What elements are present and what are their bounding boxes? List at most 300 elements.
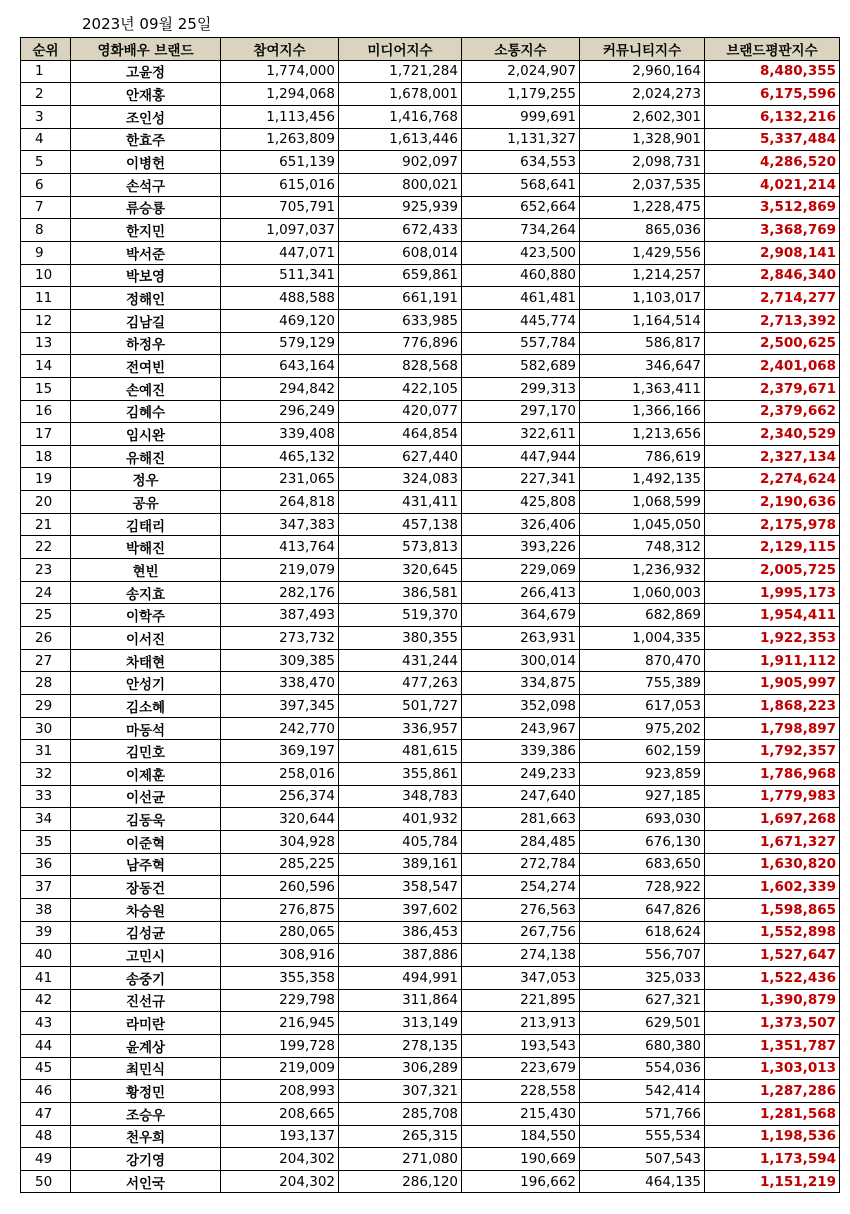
brand-index-cell: 1,351,787 bbox=[705, 1034, 840, 1057]
media-cell: 501,727 bbox=[339, 695, 462, 718]
participation-cell: 204,302 bbox=[221, 1170, 339, 1193]
community-cell: 571,766 bbox=[580, 1102, 705, 1125]
communication-cell: 339,386 bbox=[462, 740, 580, 763]
participation-cell: 447,071 bbox=[221, 241, 339, 264]
communication-cell: 249,233 bbox=[462, 763, 580, 786]
header-media: 미디어지수 bbox=[339, 38, 462, 61]
media-cell: 1,721,284 bbox=[339, 60, 462, 83]
table-row bbox=[21, 287, 840, 310]
brand-name-cell: 남주혁 bbox=[71, 853, 221, 876]
communication-cell: 568,641 bbox=[462, 173, 580, 196]
participation-cell: 285,225 bbox=[221, 853, 339, 876]
media-cell: 1,416,768 bbox=[339, 105, 462, 128]
brand-index-cell: 1,630,820 bbox=[705, 853, 840, 876]
communication-cell: 274,138 bbox=[462, 944, 580, 967]
media-cell: 306,289 bbox=[339, 1057, 462, 1080]
rank-cell: 15 bbox=[21, 377, 71, 400]
community-cell: 627,321 bbox=[580, 989, 705, 1012]
media-cell: 380,355 bbox=[339, 627, 462, 650]
rank-cell: 7 bbox=[21, 196, 71, 219]
participation-cell: 219,009 bbox=[221, 1057, 339, 1080]
rank-cell: 49 bbox=[21, 1148, 71, 1171]
table-row bbox=[21, 536, 840, 559]
community-cell: 617,053 bbox=[580, 695, 705, 718]
community-cell: 1,363,411 bbox=[580, 377, 705, 400]
table-row bbox=[21, 604, 840, 627]
table-row bbox=[21, 1012, 840, 1035]
communication-cell: 326,406 bbox=[462, 513, 580, 536]
communication-cell: 228,558 bbox=[462, 1080, 580, 1103]
participation-cell: 256,374 bbox=[221, 785, 339, 808]
community-cell: 1,228,475 bbox=[580, 196, 705, 219]
participation-cell: 643,164 bbox=[221, 355, 339, 378]
participation-cell: 397,345 bbox=[221, 695, 339, 718]
header-community: 커뮤니티지수 bbox=[580, 38, 705, 61]
table-row bbox=[21, 763, 840, 786]
community-cell: 1,103,017 bbox=[580, 287, 705, 310]
participation-cell: 280,065 bbox=[221, 921, 339, 944]
table-row bbox=[21, 966, 840, 989]
media-cell: 348,783 bbox=[339, 785, 462, 808]
participation-cell: 276,875 bbox=[221, 898, 339, 921]
brand-index-cell: 1,598,865 bbox=[705, 898, 840, 921]
participation-cell: 488,588 bbox=[221, 287, 339, 310]
brand-name-cell: 전여빈 bbox=[71, 355, 221, 378]
table-row bbox=[21, 1034, 840, 1057]
brand-name-cell: 이학주 bbox=[71, 604, 221, 627]
media-cell: 659,861 bbox=[339, 264, 462, 287]
brand-name-cell: 손예진 bbox=[71, 377, 221, 400]
table-row bbox=[21, 1057, 840, 1080]
table-row bbox=[21, 581, 840, 604]
brand-name-cell: 김혜수 bbox=[71, 400, 221, 423]
participation-cell: 264,818 bbox=[221, 491, 339, 514]
media-cell: 307,321 bbox=[339, 1080, 462, 1103]
media-cell: 386,581 bbox=[339, 581, 462, 604]
rank-cell: 11 bbox=[21, 287, 71, 310]
brand-index-cell: 2,190,636 bbox=[705, 491, 840, 514]
rank-cell: 40 bbox=[21, 944, 71, 967]
media-cell: 902,097 bbox=[339, 151, 462, 174]
participation-cell: 387,493 bbox=[221, 604, 339, 627]
media-cell: 397,602 bbox=[339, 898, 462, 921]
participation-cell: 469,120 bbox=[221, 309, 339, 332]
brand-name-cell: 정우 bbox=[71, 468, 221, 491]
brand-name-cell: 안성기 bbox=[71, 672, 221, 695]
communication-cell: 266,413 bbox=[462, 581, 580, 604]
community-cell: 2,098,731 bbox=[580, 151, 705, 174]
community-cell: 346,647 bbox=[580, 355, 705, 378]
community-cell: 1,004,335 bbox=[580, 627, 705, 650]
table-row bbox=[21, 377, 840, 400]
brand-name-cell: 윤계상 bbox=[71, 1034, 221, 1057]
media-cell: 311,864 bbox=[339, 989, 462, 1012]
table-row bbox=[21, 513, 840, 536]
community-cell: 325,033 bbox=[580, 966, 705, 989]
rank-cell: 44 bbox=[21, 1034, 71, 1057]
media-cell: 422,105 bbox=[339, 377, 462, 400]
communication-cell: 734,264 bbox=[462, 219, 580, 242]
brand-name-cell: 하정우 bbox=[71, 332, 221, 355]
communication-cell: 634,553 bbox=[462, 151, 580, 174]
participation-cell: 216,945 bbox=[221, 1012, 339, 1035]
rank-cell: 27 bbox=[21, 649, 71, 672]
media-cell: 386,453 bbox=[339, 921, 462, 944]
brand-index-cell: 1,922,353 bbox=[705, 627, 840, 650]
brand-name-cell: 정해인 bbox=[71, 287, 221, 310]
brand-index-cell: 1,602,339 bbox=[705, 876, 840, 899]
media-cell: 313,149 bbox=[339, 1012, 462, 1035]
community-cell: 1,236,932 bbox=[580, 559, 705, 582]
participation-cell: 294,842 bbox=[221, 377, 339, 400]
media-cell: 405,784 bbox=[339, 830, 462, 853]
community-cell: 542,414 bbox=[580, 1080, 705, 1103]
communication-cell: 229,069 bbox=[462, 559, 580, 582]
communication-cell: 221,895 bbox=[462, 989, 580, 1012]
brand-name-cell: 이제훈 bbox=[71, 763, 221, 786]
community-cell: 618,624 bbox=[580, 921, 705, 944]
brand-name-cell: 김태리 bbox=[71, 513, 221, 536]
participation-cell: 615,016 bbox=[221, 173, 339, 196]
participation-cell: 1,113,456 bbox=[221, 105, 339, 128]
brand-name-cell: 박서준 bbox=[71, 241, 221, 264]
community-cell: 1,164,514 bbox=[580, 309, 705, 332]
media-cell: 633,985 bbox=[339, 309, 462, 332]
community-cell: 629,501 bbox=[580, 1012, 705, 1035]
communication-cell: 300,014 bbox=[462, 649, 580, 672]
brand-index-cell: 1,522,436 bbox=[705, 966, 840, 989]
table-row bbox=[21, 559, 840, 582]
brand-name-cell: 이서진 bbox=[71, 627, 221, 650]
participation-cell: 282,176 bbox=[221, 581, 339, 604]
brand-name-cell: 장동건 bbox=[71, 876, 221, 899]
community-cell: 555,534 bbox=[580, 1125, 705, 1148]
brand-index-cell: 6,132,216 bbox=[705, 105, 840, 128]
rank-cell: 1 bbox=[21, 60, 71, 83]
media-cell: 828,568 bbox=[339, 355, 462, 378]
brand-index-cell: 1,373,507 bbox=[705, 1012, 840, 1035]
communication-cell: 582,689 bbox=[462, 355, 580, 378]
rank-cell: 37 bbox=[21, 876, 71, 899]
participation-cell: 204,302 bbox=[221, 1148, 339, 1171]
media-cell: 800,021 bbox=[339, 173, 462, 196]
brand-index-cell: 1,390,879 bbox=[705, 989, 840, 1012]
participation-cell: 338,470 bbox=[221, 672, 339, 695]
brand-name-cell: 서인국 bbox=[71, 1170, 221, 1193]
community-cell: 680,380 bbox=[580, 1034, 705, 1057]
communication-cell: 1,131,327 bbox=[462, 128, 580, 151]
brand-name-cell: 최민식 bbox=[71, 1057, 221, 1080]
table-row bbox=[21, 740, 840, 763]
table-row bbox=[21, 309, 840, 332]
communication-cell: 352,098 bbox=[462, 695, 580, 718]
header-rank: 순위 bbox=[21, 38, 71, 61]
table-row bbox=[21, 355, 840, 378]
brand-index-cell: 1,151,219 bbox=[705, 1170, 840, 1193]
brand-index-cell: 1,552,898 bbox=[705, 921, 840, 944]
participation-cell: 1,097,037 bbox=[221, 219, 339, 242]
participation-cell: 231,065 bbox=[221, 468, 339, 491]
rank-cell: 23 bbox=[21, 559, 71, 582]
brand-index-cell: 8,480,355 bbox=[705, 60, 840, 83]
rank-cell: 39 bbox=[21, 921, 71, 944]
table-row bbox=[21, 332, 840, 355]
community-cell: 2,960,164 bbox=[580, 60, 705, 83]
rank-cell: 12 bbox=[21, 309, 71, 332]
media-cell: 420,077 bbox=[339, 400, 462, 423]
brand-index-cell: 1,779,983 bbox=[705, 785, 840, 808]
brand-index-cell: 6,175,596 bbox=[705, 83, 840, 106]
brand-index-cell: 5,337,484 bbox=[705, 128, 840, 151]
communication-cell: 423,500 bbox=[462, 241, 580, 264]
community-cell: 2,602,301 bbox=[580, 105, 705, 128]
table-row bbox=[21, 695, 840, 718]
media-cell: 387,886 bbox=[339, 944, 462, 967]
community-cell: 556,707 bbox=[580, 944, 705, 967]
participation-cell: 193,137 bbox=[221, 1125, 339, 1148]
brand-index-cell: 2,175,978 bbox=[705, 513, 840, 536]
rank-cell: 45 bbox=[21, 1057, 71, 1080]
communication-cell: 284,485 bbox=[462, 830, 580, 853]
community-cell: 748,312 bbox=[580, 536, 705, 559]
brand-name-cell: 공유 bbox=[71, 491, 221, 514]
communication-cell: 425,808 bbox=[462, 491, 580, 514]
community-cell: 927,185 bbox=[580, 785, 705, 808]
brand-name-cell: 송중기 bbox=[71, 966, 221, 989]
rank-cell: 41 bbox=[21, 966, 71, 989]
table-row bbox=[21, 264, 840, 287]
communication-cell: 557,784 bbox=[462, 332, 580, 355]
table-row bbox=[21, 400, 840, 423]
community-cell: 2,024,273 bbox=[580, 83, 705, 106]
communication-cell: 364,679 bbox=[462, 604, 580, 627]
rank-cell: 24 bbox=[21, 581, 71, 604]
rank-cell: 16 bbox=[21, 400, 71, 423]
community-cell: 554,036 bbox=[580, 1057, 705, 1080]
table-row bbox=[21, 672, 840, 695]
rank-cell: 46 bbox=[21, 1080, 71, 1103]
brand-index-cell: 2,340,529 bbox=[705, 423, 840, 446]
brand-index-cell: 2,846,340 bbox=[705, 264, 840, 287]
media-cell: 661,191 bbox=[339, 287, 462, 310]
communication-cell: 2,024,907 bbox=[462, 60, 580, 83]
communication-cell: 281,663 bbox=[462, 808, 580, 831]
participation-cell: 309,385 bbox=[221, 649, 339, 672]
rank-cell: 21 bbox=[21, 513, 71, 536]
brand-index-cell: 2,274,624 bbox=[705, 468, 840, 491]
brand-name-cell: 이선균 bbox=[71, 785, 221, 808]
brand-name-cell: 유해진 bbox=[71, 445, 221, 468]
media-cell: 925,939 bbox=[339, 196, 462, 219]
communication-cell: 445,774 bbox=[462, 309, 580, 332]
rank-cell: 10 bbox=[21, 264, 71, 287]
table-row bbox=[21, 853, 840, 876]
communication-cell: 276,563 bbox=[462, 898, 580, 921]
media-cell: 608,014 bbox=[339, 241, 462, 264]
report-date: 2023년 09월 25일 bbox=[82, 15, 212, 33]
rank-cell: 30 bbox=[21, 717, 71, 740]
media-cell: 477,263 bbox=[339, 672, 462, 695]
table-row bbox=[21, 445, 840, 468]
table-row bbox=[21, 1148, 840, 1171]
brand-name-cell: 강기영 bbox=[71, 1148, 221, 1171]
communication-cell: 190,669 bbox=[462, 1148, 580, 1171]
header-row bbox=[21, 38, 840, 61]
table-row bbox=[21, 468, 840, 491]
participation-cell: 208,665 bbox=[221, 1102, 339, 1125]
brand-index-cell: 4,021,214 bbox=[705, 173, 840, 196]
rank-cell: 8 bbox=[21, 219, 71, 242]
media-cell: 286,120 bbox=[339, 1170, 462, 1193]
brand-ranking-table bbox=[20, 37, 840, 1193]
community-cell: 1,068,599 bbox=[580, 491, 705, 514]
brand-index-cell: 2,005,725 bbox=[705, 559, 840, 582]
brand-name-cell: 조승우 bbox=[71, 1102, 221, 1125]
table-row bbox=[21, 808, 840, 831]
communication-cell: 247,640 bbox=[462, 785, 580, 808]
communication-cell: 263,931 bbox=[462, 627, 580, 650]
participation-cell: 320,644 bbox=[221, 808, 339, 831]
brand-name-cell: 한지민 bbox=[71, 219, 221, 242]
rank-cell: 22 bbox=[21, 536, 71, 559]
rank-cell: 4 bbox=[21, 128, 71, 151]
rank-cell: 35 bbox=[21, 830, 71, 853]
brand-index-cell: 1,786,968 bbox=[705, 763, 840, 786]
participation-cell: 465,132 bbox=[221, 445, 339, 468]
media-cell: 389,161 bbox=[339, 853, 462, 876]
header-brand: 영화배우 브랜드 bbox=[71, 38, 221, 61]
table-row bbox=[21, 989, 840, 1012]
rank-cell: 38 bbox=[21, 898, 71, 921]
community-cell: 507,543 bbox=[580, 1148, 705, 1171]
media-cell: 324,083 bbox=[339, 468, 462, 491]
participation-cell: 511,341 bbox=[221, 264, 339, 287]
participation-cell: 347,383 bbox=[221, 513, 339, 536]
media-cell: 627,440 bbox=[339, 445, 462, 468]
brand-name-cell: 박해진 bbox=[71, 536, 221, 559]
header-participation: 참여지수 bbox=[221, 38, 339, 61]
media-cell: 481,615 bbox=[339, 740, 462, 763]
media-cell: 320,645 bbox=[339, 559, 462, 582]
communication-cell: 999,691 bbox=[462, 105, 580, 128]
brand-index-cell: 2,500,625 bbox=[705, 332, 840, 355]
communication-cell: 243,967 bbox=[462, 717, 580, 740]
brand-index-cell: 4,286,520 bbox=[705, 151, 840, 174]
brand-index-cell: 1,287,286 bbox=[705, 1080, 840, 1103]
brand-index-cell: 1,792,357 bbox=[705, 740, 840, 763]
participation-cell: 355,358 bbox=[221, 966, 339, 989]
table-row bbox=[21, 1125, 840, 1148]
rank-cell: 32 bbox=[21, 763, 71, 786]
table-row bbox=[21, 173, 840, 196]
communication-cell: 193,543 bbox=[462, 1034, 580, 1057]
community-cell: 923,859 bbox=[580, 763, 705, 786]
rank-cell: 43 bbox=[21, 1012, 71, 1035]
participation-cell: 1,263,809 bbox=[221, 128, 339, 151]
table-row bbox=[21, 219, 840, 242]
brand-name-cell: 류승룡 bbox=[71, 196, 221, 219]
media-cell: 1,613,446 bbox=[339, 128, 462, 151]
rank-cell: 36 bbox=[21, 853, 71, 876]
brand-index-cell: 1,798,897 bbox=[705, 717, 840, 740]
rank-cell: 9 bbox=[21, 241, 71, 264]
table-row bbox=[21, 60, 840, 83]
table-row bbox=[21, 785, 840, 808]
media-cell: 285,708 bbox=[339, 1102, 462, 1125]
table-row bbox=[21, 83, 840, 106]
rank-cell: 5 bbox=[21, 151, 71, 174]
brand-index-cell: 1,905,997 bbox=[705, 672, 840, 695]
brand-name-cell: 천우희 bbox=[71, 1125, 221, 1148]
participation-cell: 651,139 bbox=[221, 151, 339, 174]
brand-name-cell: 라미란 bbox=[71, 1012, 221, 1035]
communication-cell: 461,481 bbox=[462, 287, 580, 310]
brand-name-cell: 조인성 bbox=[71, 105, 221, 128]
community-cell: 1,328,901 bbox=[580, 128, 705, 151]
brand-name-cell: 송지효 bbox=[71, 581, 221, 604]
table-row bbox=[21, 649, 840, 672]
brand-index-cell: 2,379,662 bbox=[705, 400, 840, 423]
participation-cell: 229,798 bbox=[221, 989, 339, 1012]
brand-index-cell: 1,868,223 bbox=[705, 695, 840, 718]
table-row bbox=[21, 241, 840, 264]
communication-cell: 272,784 bbox=[462, 853, 580, 876]
brand-index-cell: 2,327,134 bbox=[705, 445, 840, 468]
communication-cell: 1,179,255 bbox=[462, 83, 580, 106]
brand-name-cell: 임시완 bbox=[71, 423, 221, 446]
table-row bbox=[21, 1080, 840, 1103]
table-row bbox=[21, 898, 840, 921]
participation-cell: 579,129 bbox=[221, 332, 339, 355]
brand-index-cell: 2,129,115 bbox=[705, 536, 840, 559]
brand-index-cell: 1,527,647 bbox=[705, 944, 840, 967]
communication-cell: 347,053 bbox=[462, 966, 580, 989]
rank-cell: 31 bbox=[21, 740, 71, 763]
brand-name-cell: 손석구 bbox=[71, 173, 221, 196]
rank-cell: 18 bbox=[21, 445, 71, 468]
rank-cell: 28 bbox=[21, 672, 71, 695]
participation-cell: 304,928 bbox=[221, 830, 339, 853]
communication-cell: 447,944 bbox=[462, 445, 580, 468]
media-cell: 519,370 bbox=[339, 604, 462, 627]
brand-name-cell: 김성균 bbox=[71, 921, 221, 944]
brand-name-cell: 김민호 bbox=[71, 740, 221, 763]
community-cell: 586,817 bbox=[580, 332, 705, 355]
community-cell: 1,060,003 bbox=[580, 581, 705, 604]
participation-cell: 260,596 bbox=[221, 876, 339, 899]
table-row bbox=[21, 1170, 840, 1193]
media-cell: 1,678,001 bbox=[339, 83, 462, 106]
rank-cell: 26 bbox=[21, 627, 71, 650]
participation-cell: 339,408 bbox=[221, 423, 339, 446]
community-cell: 755,389 bbox=[580, 672, 705, 695]
brand-index-cell: 1,173,594 bbox=[705, 1148, 840, 1171]
community-cell: 693,030 bbox=[580, 808, 705, 831]
participation-cell: 273,732 bbox=[221, 627, 339, 650]
communication-cell: 460,880 bbox=[462, 264, 580, 287]
community-cell: 1,492,135 bbox=[580, 468, 705, 491]
rank-cell: 6 bbox=[21, 173, 71, 196]
rank-cell: 19 bbox=[21, 468, 71, 491]
brand-name-cell: 한효주 bbox=[71, 128, 221, 151]
media-cell: 278,135 bbox=[339, 1034, 462, 1057]
rank-cell: 42 bbox=[21, 989, 71, 1012]
table-row bbox=[21, 627, 840, 650]
community-cell: 647,826 bbox=[580, 898, 705, 921]
participation-cell: 705,791 bbox=[221, 196, 339, 219]
rank-cell: 33 bbox=[21, 785, 71, 808]
brand-name-cell: 이준혁 bbox=[71, 830, 221, 853]
